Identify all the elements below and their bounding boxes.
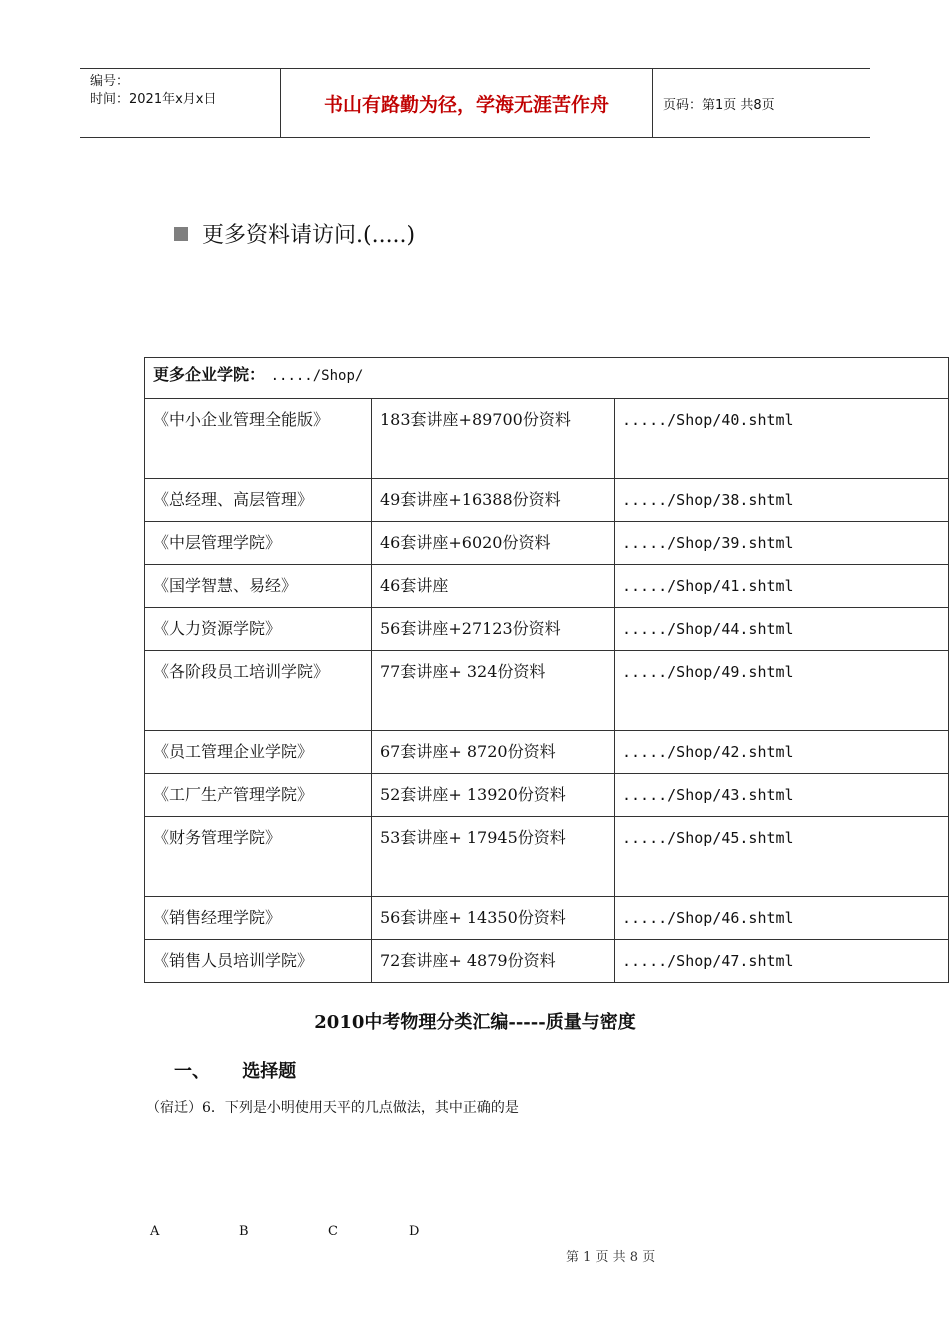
time-label: 时间：2021年x月x日 (90, 92, 217, 107)
table-row (145, 774, 949, 817)
row-url[interactable]: ...../Shop/38.shtml (615, 479, 949, 522)
section-heading (174, 1057, 296, 1083)
number-label: 编号： (90, 74, 130, 89)
section-number: 一、 (174, 1061, 210, 1082)
catalog-table (144, 357, 949, 983)
row-name: 《员工管理企业学院》 (145, 731, 372, 774)
option-label: C (328, 1224, 338, 1239)
document-header (80, 68, 870, 138)
row-name: 《人力资源学院》 (145, 608, 372, 651)
row-content: 49套讲座+16388份资料 (372, 479, 615, 522)
row-name: 《总经理、高层管理》 (145, 479, 372, 522)
catalog-header-row (145, 358, 949, 399)
option-label: B (239, 1224, 249, 1239)
table-row (145, 731, 949, 774)
promo-text: 更多资料请访问.(.....) (202, 223, 416, 248)
option-label: D (409, 1224, 420, 1239)
table-row (145, 651, 949, 731)
document-title: 2010中考物理分类汇编-----质量与密度 (314, 1012, 636, 1033)
row-content: 67套讲座+ 8720份资料 (372, 731, 615, 774)
catalog-header-cell (145, 358, 949, 399)
row-content: 52套讲座+ 13920份资料 (372, 774, 615, 817)
row-name: 《财务管理学院》 (145, 817, 372, 897)
row-content: 56套讲座+27123份资料 (372, 608, 615, 651)
row-name: 《各阶段员工培训学院》 (145, 651, 372, 731)
row-name: 《中层管理学院》 (145, 522, 372, 565)
header-meta (80, 69, 280, 137)
row-url[interactable]: ...../Shop/39.shtml (615, 522, 949, 565)
row-url[interactable]: ...../Shop/42.shtml (615, 731, 949, 774)
row-content: 56套讲座+ 14350份资料 (372, 897, 615, 940)
row-url[interactable]: ...../Shop/45.shtml (615, 817, 949, 897)
header-motto: 书山有路勤为径，学海无涯苦作舟 (280, 69, 653, 137)
row-url[interactable]: ...../Shop/49.shtml (615, 651, 949, 731)
row-name: 《工厂生产管理学院》 (145, 774, 372, 817)
row-url[interactable]: ...../Shop/41.shtml (615, 565, 949, 608)
row-content: 183套讲座+89700份资料 (372, 399, 615, 479)
row-name: 《销售人员培训学院》 (145, 940, 372, 983)
row-name: 《国学智慧、易经》 (145, 565, 372, 608)
catalog-header-url[interactable]: ...../Shop/ (270, 368, 364, 384)
catalog-header-label: 更多企业学院： (153, 365, 266, 384)
table-row (145, 399, 949, 479)
promo-line (174, 218, 415, 249)
row-content: 77套讲座+ 324份资料 (372, 651, 615, 731)
row-url[interactable]: ...../Shop/40.shtml (615, 399, 949, 479)
header-page-info: 页码：第1页 共8页 (663, 97, 775, 113)
row-url[interactable]: ...../Shop/44.shtml (615, 608, 949, 651)
row-content: 72套讲座+ 4879份资料 (372, 940, 615, 983)
row-url[interactable]: ...../Shop/43.shtml (615, 774, 949, 817)
square-bullet-icon (174, 227, 188, 241)
table-row (145, 817, 949, 897)
table-row (145, 940, 949, 983)
row-url[interactable]: ...../Shop/46.shtml (615, 897, 949, 940)
row-name: 《销售经理学院》 (145, 897, 372, 940)
row-name: 《中小企业管理全能版》 (145, 399, 372, 479)
section-title: 选择题 (242, 1061, 297, 1082)
row-content: 53套讲座+ 17945份资料 (372, 817, 615, 897)
row-content: 46套讲座 (372, 565, 615, 608)
table-row (145, 522, 949, 565)
table-row (145, 479, 949, 522)
question-text: （宿迁）6．下列是小明使用天平的几点做法，其中正确的是 (146, 1100, 519, 1116)
row-url[interactable]: ...../Shop/47.shtml (615, 940, 949, 983)
table-row (145, 565, 949, 608)
option-label: A (150, 1224, 160, 1239)
table-row (145, 897, 949, 940)
row-content: 46套讲座+6020份资料 (372, 522, 615, 565)
table-row (145, 608, 949, 651)
page-footer: 第 1 页 共 8 页 (566, 1250, 656, 1265)
